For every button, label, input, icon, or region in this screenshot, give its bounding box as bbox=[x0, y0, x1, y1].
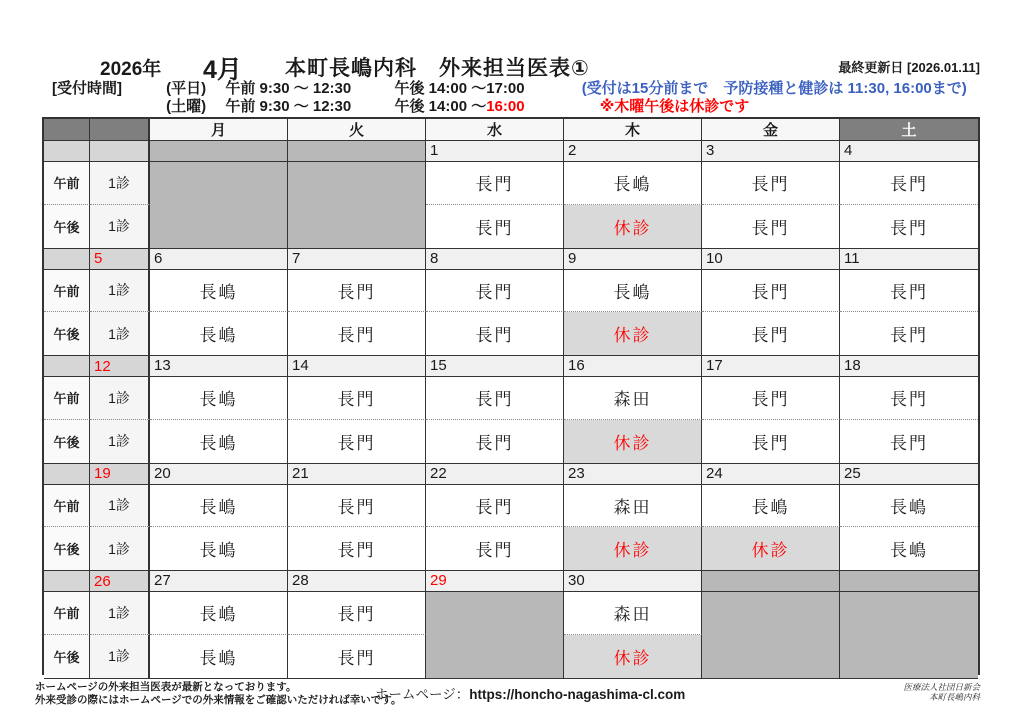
week-label-cell bbox=[44, 464, 90, 485]
period-label-am: 午前 bbox=[44, 377, 90, 420]
date-cell: 18 bbox=[840, 356, 978, 377]
homepage-url-link[interactable]: https://honcho-nagashima-cl.com bbox=[469, 687, 686, 702]
am-doctor-cell: 長嶋 bbox=[150, 592, 288, 635]
date-cell: 4 bbox=[840, 141, 978, 162]
corner-cell bbox=[44, 119, 90, 141]
corporation-line2: 本町長嶋内科 bbox=[928, 692, 980, 702]
am-doctor-cell: 長門 bbox=[702, 270, 840, 313]
pm-doctor-cell: 長嶋 bbox=[150, 312, 288, 356]
am-doctor-cell: 長門 bbox=[840, 270, 978, 313]
pm-doctor-cell: 長嶋 bbox=[150, 635, 288, 679]
clinic-cell: 1診 bbox=[90, 485, 150, 528]
date-cell: 27 bbox=[150, 571, 288, 592]
date-cell: 21 bbox=[288, 464, 426, 485]
sunday-date-cell: 12 bbox=[90, 356, 150, 377]
reception-hours-label: [受付時間] bbox=[52, 80, 122, 97]
pm-doctor-cell: 長門 bbox=[702, 312, 840, 356]
am-doctor-cell: 長門 bbox=[426, 270, 564, 313]
period-label-am: 午前 bbox=[44, 592, 90, 635]
clinic-cell: 1診 bbox=[90, 205, 150, 249]
am-doctor-cell: 長嶋 bbox=[702, 485, 840, 528]
clinic-cell: 1診 bbox=[90, 312, 150, 356]
pm-doctor-cell: 長門 bbox=[288, 312, 426, 356]
schedule-calendar bbox=[42, 117, 980, 675]
pm-doctor-cell: 長嶋 bbox=[150, 527, 288, 571]
am-doctor-cell: 森田 bbox=[564, 485, 702, 528]
clinic-cell: 1診 bbox=[90, 420, 150, 464]
period-label-pm: 午後 bbox=[44, 312, 90, 356]
weekday-header-6: 土 bbox=[840, 119, 978, 141]
title-row bbox=[0, 50, 1024, 84]
am-doctor-cell: 長門 bbox=[426, 162, 564, 205]
pm-doctor-cell: 長門 bbox=[840, 312, 978, 356]
weekday-header-5: 金 bbox=[702, 119, 840, 141]
pm-doctor-cell: 長嶋 bbox=[150, 420, 288, 464]
footer-note bbox=[35, 681, 401, 707]
closed-cell bbox=[426, 592, 564, 679]
week-label-cell bbox=[44, 249, 90, 270]
clinic-cell: 1診 bbox=[90, 377, 150, 420]
weekday-header-1: 月 bbox=[150, 119, 288, 141]
saturday-pm-hours bbox=[395, 98, 570, 116]
footer-note-line2: 外来受診の際にはホームページでの外来情報をご確認いただければ幸いです。 bbox=[35, 694, 402, 706]
last-updated-label: 最終更新日 [2026.01.11] bbox=[838, 60, 980, 75]
date-cell: 20 bbox=[150, 464, 288, 485]
pm-doctor-cell: 休診 bbox=[564, 312, 702, 356]
pm-doctor-cell: 休診 bbox=[702, 527, 840, 571]
clinic-cell: 1診 bbox=[90, 592, 150, 635]
saturday-am-hours: 午前 9:30 ～ 12:30 bbox=[225, 98, 352, 115]
footer-note-line1: ホームページの外来担当医表が最新となっております。 bbox=[35, 681, 297, 693]
pm-doctor-cell: 休診 bbox=[564, 420, 702, 464]
date-cell: 2 bbox=[564, 141, 702, 162]
thursday-closed-note: ※木曜午後は休診です bbox=[599, 98, 750, 115]
date-cell: 13 bbox=[150, 356, 288, 377]
am-doctor-cell: 長門 bbox=[288, 592, 426, 635]
sunday-date-cell: 26 bbox=[90, 571, 150, 592]
clinic-cell: 1診 bbox=[90, 527, 150, 571]
pm-doctor-cell: 長門 bbox=[426, 527, 564, 571]
pm-doctor-cell: 長門 bbox=[288, 527, 426, 571]
date-cell: 29 bbox=[426, 571, 564, 592]
saturday-prefix: (土曜) bbox=[166, 98, 207, 115]
week-label-cell bbox=[44, 141, 90, 162]
weekday-header-4: 木 bbox=[564, 119, 702, 141]
am-doctor-cell: 長嶋 bbox=[150, 377, 288, 420]
weekday-prefix: (平日) bbox=[166, 80, 207, 97]
weekday-header-3: 水 bbox=[426, 119, 564, 141]
date-cell: 25 bbox=[840, 464, 978, 485]
am-doctor-cell: 長門 bbox=[288, 377, 426, 420]
pm-doctor-cell: 長門 bbox=[840, 420, 978, 464]
pm-doctor-cell: 休診 bbox=[564, 635, 702, 679]
saturday-pm-prefix: 午後 14:00 ～ bbox=[394, 98, 487, 115]
date-cell: 30 bbox=[564, 571, 702, 592]
month-label: 4月 bbox=[203, 56, 242, 84]
closed-cell bbox=[840, 592, 978, 679]
am-doctor-cell: 長門 bbox=[426, 377, 564, 420]
period-label-pm: 午後 bbox=[44, 635, 90, 679]
pm-doctor-cell: 休診 bbox=[564, 527, 702, 571]
date-cell: 17 bbox=[702, 356, 840, 377]
week-label-cell bbox=[44, 571, 90, 592]
am-doctor-cell: 長門 bbox=[840, 162, 978, 205]
sunday-date-cell bbox=[90, 141, 150, 162]
closed-cell bbox=[702, 592, 840, 679]
date-cell bbox=[840, 571, 978, 592]
am-doctor-cell: 長門 bbox=[702, 377, 840, 420]
saturday-pm-end: 16:00 bbox=[486, 98, 525, 115]
date-cell: 3 bbox=[702, 141, 840, 162]
week-label-cell bbox=[44, 356, 90, 377]
am-doctor-cell: 長嶋 bbox=[564, 162, 702, 205]
reception-hours-weekday bbox=[52, 80, 967, 98]
pm-doctor-cell: 長門 bbox=[426, 420, 564, 464]
am-doctor-cell: 長門 bbox=[288, 270, 426, 313]
date-cell bbox=[288, 141, 426, 162]
am-doctor-cell: 森田 bbox=[564, 377, 702, 420]
clinic-cell: 1診 bbox=[90, 635, 150, 679]
period-label-pm: 午後 bbox=[44, 420, 90, 464]
closed-cell bbox=[150, 162, 288, 249]
pm-doctor-cell: 長門 bbox=[840, 205, 978, 249]
date-cell: 28 bbox=[288, 571, 426, 592]
period-label-pm: 午後 bbox=[44, 205, 90, 249]
am-doctor-cell: 長嶋 bbox=[150, 270, 288, 313]
pm-doctor-cell: 長門 bbox=[426, 312, 564, 356]
page-title: 本町長嶋内科 外来担当医表① bbox=[285, 57, 590, 80]
am-doctor-cell: 長嶋 bbox=[840, 485, 978, 528]
date-cell: 14 bbox=[288, 356, 426, 377]
homepage-line bbox=[375, 683, 685, 703]
am-doctor-cell: 森田 bbox=[564, 592, 702, 635]
am-doctor-cell: 長門 bbox=[702, 162, 840, 205]
corporation-name bbox=[903, 682, 980, 702]
sunday-date-cell: 19 bbox=[90, 464, 150, 485]
date-cell: 15 bbox=[426, 356, 564, 377]
date-cell: 24 bbox=[702, 464, 840, 485]
pm-doctor-cell: 長門 bbox=[426, 205, 564, 249]
corner-cell bbox=[90, 119, 150, 141]
am-doctor-cell: 長門 bbox=[840, 377, 978, 420]
am-doctor-cell: 長門 bbox=[288, 485, 426, 528]
closed-cell bbox=[288, 162, 426, 249]
sunday-date-cell: 5 bbox=[90, 249, 150, 270]
weekday-pm-hours: 午後 14:00 ～17:00 bbox=[394, 80, 525, 97]
period-label-am: 午前 bbox=[44, 162, 90, 205]
clinic-cell: 1診 bbox=[90, 162, 150, 205]
pm-doctor-cell: 長嶋 bbox=[840, 527, 978, 571]
date-cell: 1 bbox=[426, 141, 564, 162]
date-cell: 6 bbox=[150, 249, 288, 270]
date-cell: 7 bbox=[288, 249, 426, 270]
period-label-am: 午前 bbox=[44, 485, 90, 528]
date-cell: 11 bbox=[840, 249, 978, 270]
reception-hours bbox=[52, 80, 967, 116]
weekday-header-2: 火 bbox=[288, 119, 426, 141]
date-cell: 9 bbox=[564, 249, 702, 270]
date-cell: 23 bbox=[564, 464, 702, 485]
period-label-am: 午前 bbox=[44, 270, 90, 313]
pm-doctor-cell: 長門 bbox=[702, 205, 840, 249]
pm-doctor-cell: 長門 bbox=[702, 420, 840, 464]
date-cell bbox=[150, 141, 288, 162]
corporation-line1: 医療法人社団日新会 bbox=[903, 682, 980, 692]
pm-doctor-cell: 長門 bbox=[288, 635, 426, 679]
date-cell: 22 bbox=[426, 464, 564, 485]
pm-doctor-cell: 長門 bbox=[288, 420, 426, 464]
am-doctor-cell: 長嶋 bbox=[564, 270, 702, 313]
date-cell: 8 bbox=[426, 249, 564, 270]
am-doctor-cell: 長嶋 bbox=[150, 485, 288, 528]
period-label-pm: 午後 bbox=[44, 527, 90, 571]
weekday-am-hours: 午前 9:30 ～ 12:30 bbox=[225, 80, 352, 97]
pm-doctor-cell: 休診 bbox=[564, 205, 702, 249]
date-cell: 16 bbox=[564, 356, 702, 377]
homepage-label: ホームページ： bbox=[375, 687, 470, 702]
reception-hours-saturday bbox=[52, 98, 967, 116]
year-label: 2026年 bbox=[100, 59, 162, 80]
clinic-cell: 1診 bbox=[90, 270, 150, 313]
date-cell: 10 bbox=[702, 249, 840, 270]
reception-note-blue: (受付は15分前まで 予防接種と健診は 11:30, 16:00まで) bbox=[581, 80, 967, 97]
am-doctor-cell: 長門 bbox=[426, 485, 564, 528]
date-cell bbox=[702, 571, 840, 592]
